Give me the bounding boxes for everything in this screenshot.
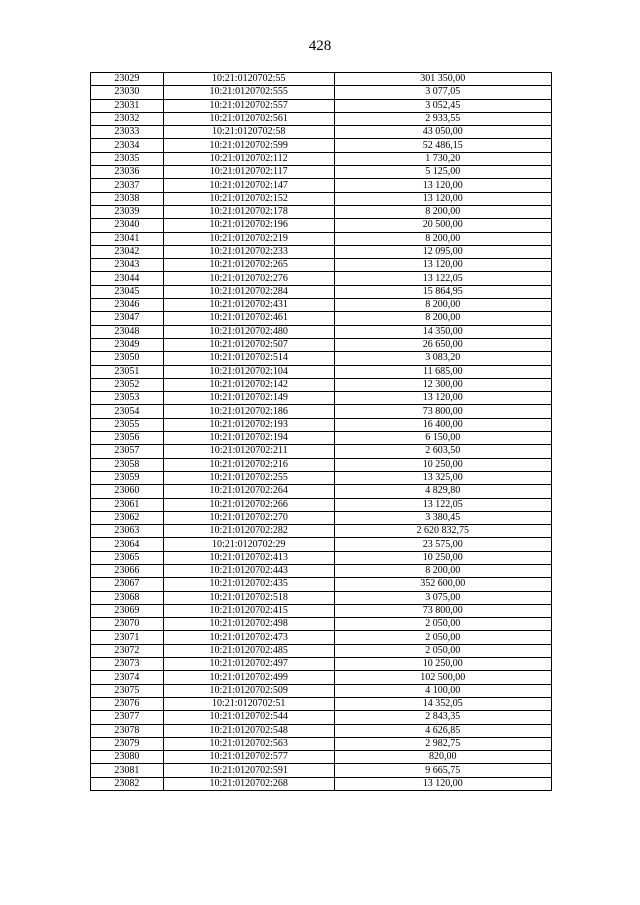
table-row [91, 618, 552, 631]
row-number-cell: 23074 [91, 671, 164, 684]
table-row [91, 724, 552, 737]
cadastral-number-cell: 10:21:0120702:507 [163, 338, 334, 351]
table-row [91, 299, 552, 312]
table-row [91, 432, 552, 445]
row-number-cell: 23047 [91, 312, 164, 325]
table-row [91, 179, 552, 192]
cadastral-number-cell: 10:21:0120702:270 [163, 511, 334, 524]
value-cell: 8 200,00 [334, 312, 551, 325]
value-cell: 14 350,00 [334, 325, 551, 338]
table-row [91, 458, 552, 471]
cadastral-number-cell: 10:21:0120702:473 [163, 631, 334, 644]
table-row [91, 658, 552, 671]
cadastral-number-cell: 10:21:0120702:509 [163, 684, 334, 697]
row-number-cell: 23029 [91, 73, 164, 86]
table-row [91, 631, 552, 644]
value-cell: 73 800,00 [334, 405, 551, 418]
value-cell: 10 250,00 [334, 551, 551, 564]
cadastral-number-cell: 10:21:0120702:233 [163, 245, 334, 258]
table-row [91, 232, 552, 245]
value-cell: 2 843,35 [334, 711, 551, 724]
row-number-cell: 23077 [91, 711, 164, 724]
table-row [91, 485, 552, 498]
value-cell: 26 650,00 [334, 338, 551, 351]
table-row [91, 259, 552, 272]
value-cell: 13 122,05 [334, 498, 551, 511]
cadastral-number-cell: 10:21:0120702:268 [163, 777, 334, 790]
row-number-cell: 23068 [91, 591, 164, 604]
row-number-cell: 23073 [91, 658, 164, 671]
value-cell: 8 200,00 [334, 205, 551, 218]
row-number-cell: 23064 [91, 538, 164, 551]
cadastral-number-cell: 10:21:0120702:499 [163, 671, 334, 684]
page-number: 428 [308, 38, 332, 54]
row-number-cell: 23072 [91, 644, 164, 657]
table-row [91, 591, 552, 604]
value-cell: 52 486,15 [334, 139, 551, 152]
table-row [91, 219, 552, 232]
row-number-cell: 23041 [91, 232, 164, 245]
table-row [91, 112, 552, 125]
table-row [91, 538, 552, 551]
value-cell: 13 120,00 [334, 777, 551, 790]
row-number-cell: 23051 [91, 365, 164, 378]
row-number-cell: 23070 [91, 618, 164, 631]
row-number-cell: 23079 [91, 737, 164, 750]
value-cell: 2 603,50 [334, 445, 551, 458]
value-cell: 2 050,00 [334, 644, 551, 657]
table-row [91, 392, 552, 405]
cadastral-number-cell: 10:21:0120702:147 [163, 179, 334, 192]
cadastral-number-cell: 10:21:0120702:577 [163, 751, 334, 764]
value-cell: 301 350,00 [334, 73, 551, 86]
table-row [91, 697, 552, 710]
table-row [91, 777, 552, 790]
table-row [91, 604, 552, 617]
table-row [91, 525, 552, 538]
cadastral-number-cell: 10:21:0120702:514 [163, 352, 334, 365]
cadastral-number-cell: 10:21:0120702:284 [163, 285, 334, 298]
cadastral-number-cell: 10:21:0120702:518 [163, 591, 334, 604]
table-row [91, 684, 552, 697]
row-number-cell: 23038 [91, 192, 164, 205]
cadastral-number-cell: 10:21:0120702:599 [163, 139, 334, 152]
row-number-cell: 23049 [91, 338, 164, 351]
row-number-cell: 23082 [91, 777, 164, 790]
value-cell: 13 325,00 [334, 471, 551, 484]
cadastral-number-cell: 10:21:0120702:216 [163, 458, 334, 471]
row-number-cell: 23054 [91, 405, 164, 418]
value-cell: 2 982,75 [334, 737, 551, 750]
table-body [91, 73, 552, 791]
table-row [91, 578, 552, 591]
value-cell: 8 200,00 [334, 564, 551, 577]
row-number-cell: 23066 [91, 564, 164, 577]
value-cell: 13 120,00 [334, 192, 551, 205]
row-number-cell: 23040 [91, 219, 164, 232]
row-number-cell: 23032 [91, 112, 164, 125]
value-cell: 13 120,00 [334, 392, 551, 405]
table-row [91, 551, 552, 564]
value-cell: 16 400,00 [334, 418, 551, 431]
row-number-cell: 23061 [91, 498, 164, 511]
cadastral-number-cell: 10:21:0120702:548 [163, 724, 334, 737]
table-row [91, 498, 552, 511]
value-cell: 3 075,00 [334, 591, 551, 604]
table-row [91, 325, 552, 338]
row-number-cell: 23062 [91, 511, 164, 524]
table-row [91, 312, 552, 325]
table-row [91, 418, 552, 431]
value-cell: 4 829,80 [334, 485, 551, 498]
cadastral-number-cell: 10:21:0120702:265 [163, 259, 334, 272]
cadastral-number-cell: 10:21:0120702:142 [163, 378, 334, 391]
cadastral-number-cell: 10:21:0120702:264 [163, 485, 334, 498]
cadastral-number-cell: 10:21:0120702:152 [163, 192, 334, 205]
value-cell: 2 933,55 [334, 112, 551, 125]
value-cell: 11 685,00 [334, 365, 551, 378]
value-cell: 2 050,00 [334, 631, 551, 644]
value-cell: 102 500,00 [334, 671, 551, 684]
value-cell: 20 500,00 [334, 219, 551, 232]
row-number-cell: 23071 [91, 631, 164, 644]
cadastral-number-cell: 10:21:0120702:497 [163, 658, 334, 671]
value-cell: 15 864,95 [334, 285, 551, 298]
row-number-cell: 23031 [91, 99, 164, 112]
table-row [91, 73, 552, 86]
cadastral-number-cell: 10:21:0120702:561 [163, 112, 334, 125]
row-number-cell: 23044 [91, 272, 164, 285]
row-number-cell: 23065 [91, 551, 164, 564]
value-cell: 4 100,00 [334, 684, 551, 697]
cadastral-number-cell: 10:21:0120702:266 [163, 498, 334, 511]
row-number-cell: 23048 [91, 325, 164, 338]
table-row [91, 272, 552, 285]
table-row [91, 365, 552, 378]
cadastral-number-cell: 10:21:0120702:149 [163, 392, 334, 405]
row-number-cell: 23046 [91, 299, 164, 312]
value-cell: 820,00 [334, 751, 551, 764]
row-number-cell: 23060 [91, 485, 164, 498]
row-number-cell: 23034 [91, 139, 164, 152]
value-cell: 8 200,00 [334, 232, 551, 245]
cadastral-number-cell: 10:21:0120702:55 [163, 73, 334, 86]
cadastral-number-cell: 10:21:0120702:480 [163, 325, 334, 338]
cadastral-number-cell: 10:21:0120702:544 [163, 711, 334, 724]
cadastral-number-cell: 10:21:0120702:282 [163, 525, 334, 538]
row-number-cell: 23055 [91, 418, 164, 431]
table-row [91, 511, 552, 524]
cadastral-number-cell: 10:21:0120702:219 [163, 232, 334, 245]
table-row [91, 737, 552, 750]
value-cell: 10 250,00 [334, 658, 551, 671]
value-cell: 6 150,00 [334, 432, 551, 445]
row-number-cell: 23036 [91, 166, 164, 179]
cadastral-number-cell: 10:21:0120702:485 [163, 644, 334, 657]
value-cell: 2 050,00 [334, 618, 551, 631]
value-cell: 4 626,85 [334, 724, 551, 737]
table-row [91, 352, 552, 365]
cadastral-number-cell: 10:21:0120702:194 [163, 432, 334, 445]
cadastral-number-cell: 10:21:0120702:498 [163, 618, 334, 631]
row-number-cell: 23052 [91, 378, 164, 391]
row-number-cell: 23039 [91, 205, 164, 218]
value-cell: 3 083,20 [334, 352, 551, 365]
row-number-cell: 23063 [91, 525, 164, 538]
table-row [91, 99, 552, 112]
value-cell: 12 300,00 [334, 378, 551, 391]
table-row [91, 751, 552, 764]
row-number-cell: 23045 [91, 285, 164, 298]
table-row [91, 139, 552, 152]
value-cell: 3 380,45 [334, 511, 551, 524]
cadastral-number-cell: 10:21:0120702:431 [163, 299, 334, 312]
row-number-cell: 23030 [91, 86, 164, 99]
cadastral-number-cell: 10:21:0120702:112 [163, 152, 334, 165]
cadastral-number-cell: 10:21:0120702:557 [163, 99, 334, 112]
value-cell: 23 575,00 [334, 538, 551, 551]
value-cell: 352 600,00 [334, 578, 551, 591]
table-row [91, 764, 552, 777]
row-number-cell: 23059 [91, 471, 164, 484]
cadastral-value-table [90, 72, 552, 791]
row-number-cell: 23050 [91, 352, 164, 365]
table-row [91, 126, 552, 139]
row-number-cell: 23042 [91, 245, 164, 258]
cadastral-number-cell: 10:21:0120702:276 [163, 272, 334, 285]
cadastral-number-cell: 10:21:0120702:193 [163, 418, 334, 431]
value-cell: 1 730,20 [334, 152, 551, 165]
value-cell: 73 800,00 [334, 604, 551, 617]
cadastral-number-cell: 10:21:0120702:186 [163, 405, 334, 418]
table-row [91, 564, 552, 577]
cadastral-number-cell: 10:21:0120702:461 [163, 312, 334, 325]
cadastral-number-cell: 10:21:0120702:435 [163, 578, 334, 591]
row-number-cell: 23067 [91, 578, 164, 591]
cadastral-number-cell: 10:21:0120702:591 [163, 764, 334, 777]
row-number-cell: 23080 [91, 751, 164, 764]
value-cell: 13 120,00 [334, 259, 551, 272]
table-row [91, 671, 552, 684]
cadastral-number-cell: 10:21:0120702:563 [163, 737, 334, 750]
table-row [91, 285, 552, 298]
value-cell: 10 250,00 [334, 458, 551, 471]
row-number-cell: 23053 [91, 392, 164, 405]
value-cell: 12 095,00 [334, 245, 551, 258]
cadastral-number-cell: 10:21:0120702:51 [163, 697, 334, 710]
table-row [91, 445, 552, 458]
value-cell: 43 050,00 [334, 126, 551, 139]
cadastral-number-cell: 10:21:0120702:255 [163, 471, 334, 484]
table-row [91, 86, 552, 99]
cadastral-number-cell: 10:21:0120702:58 [163, 126, 334, 139]
row-number-cell: 23033 [91, 126, 164, 139]
row-number-cell: 23069 [91, 604, 164, 617]
cadastral-number-cell: 10:21:0120702:104 [163, 365, 334, 378]
table-row [91, 378, 552, 391]
table-row [91, 471, 552, 484]
cadastral-number-cell: 10:21:0120702:413 [163, 551, 334, 564]
table-row [91, 711, 552, 724]
value-cell: 14 352,05 [334, 697, 551, 710]
cadastral-number-cell: 10:21:0120702:443 [163, 564, 334, 577]
row-number-cell: 23078 [91, 724, 164, 737]
table-row [91, 152, 552, 165]
cadastral-number-cell: 10:21:0120702:555 [163, 86, 334, 99]
value-cell: 3 052,45 [334, 99, 551, 112]
cadastral-number-cell: 10:21:0120702:196 [163, 219, 334, 232]
value-cell: 9 665,75 [334, 764, 551, 777]
cadastral-number-cell: 10:21:0120702:117 [163, 166, 334, 179]
row-number-cell: 23043 [91, 259, 164, 272]
table-row [91, 338, 552, 351]
value-cell: 13 122,05 [334, 272, 551, 285]
cadastral-number-cell: 10:21:0120702:211 [163, 445, 334, 458]
cadastral-number-cell: 10:21:0120702:178 [163, 205, 334, 218]
value-cell: 13 120,00 [334, 179, 551, 192]
table-row [91, 405, 552, 418]
table-row [91, 192, 552, 205]
table-row [91, 644, 552, 657]
table-row [91, 166, 552, 179]
value-cell: 3 077,05 [334, 86, 551, 99]
cadastral-number-cell: 10:21:0120702:415 [163, 604, 334, 617]
value-cell: 2 620 832,75 [334, 525, 551, 538]
table-row [91, 245, 552, 258]
value-cell: 5 125,00 [334, 166, 551, 179]
row-number-cell: 23037 [91, 179, 164, 192]
row-number-cell: 23075 [91, 684, 164, 697]
row-number-cell: 23076 [91, 697, 164, 710]
row-number-cell: 23056 [91, 432, 164, 445]
table-row [91, 205, 552, 218]
row-number-cell: 23057 [91, 445, 164, 458]
value-cell: 8 200,00 [334, 299, 551, 312]
row-number-cell: 23035 [91, 152, 164, 165]
row-number-cell: 23058 [91, 458, 164, 471]
row-number-cell: 23081 [91, 764, 164, 777]
cadastral-number-cell: 10:21:0120702:29 [163, 538, 334, 551]
